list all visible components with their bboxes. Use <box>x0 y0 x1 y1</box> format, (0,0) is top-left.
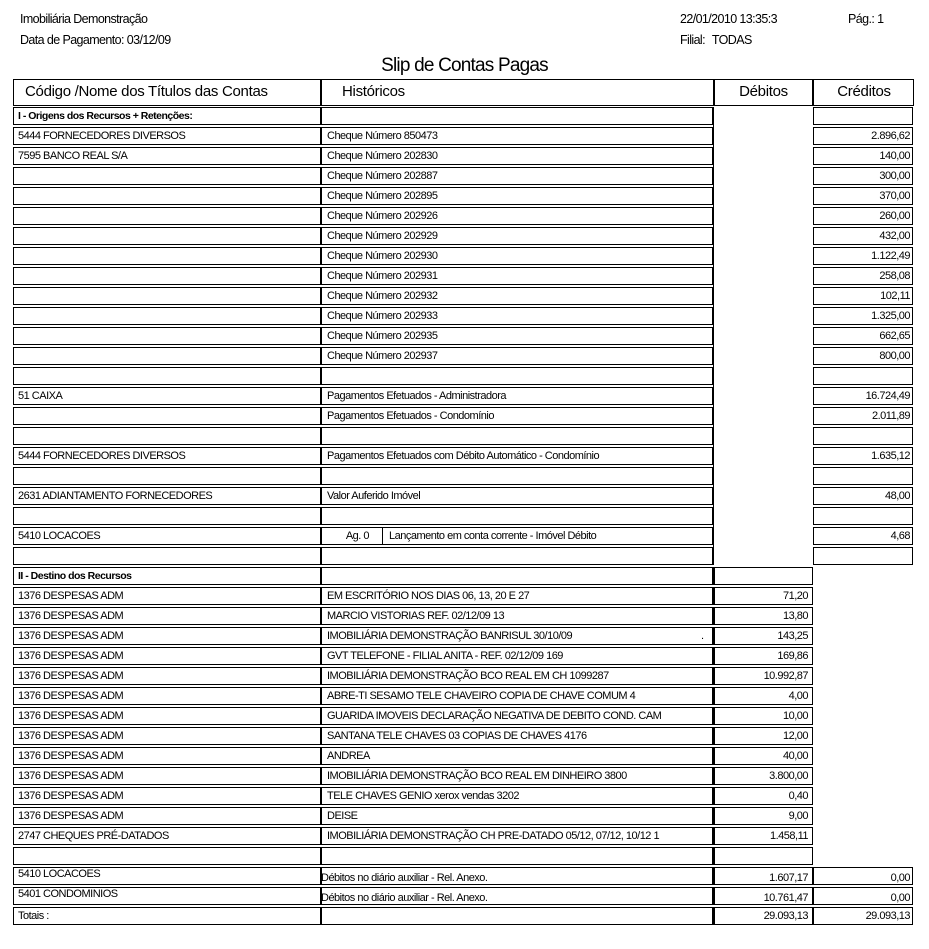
account-name: 5410 LOCACOES <box>18 868 101 880</box>
section-row-credit <box>813 107 913 125</box>
debit-value: 13,80 <box>782 610 808 622</box>
history-text: Cheque Número 850473 <box>327 130 438 142</box>
account-name: 1376 DESPESAS ADM <box>18 770 124 782</box>
history-text: GVT TELEFONE - FILIAL ANITA - REF. 02/12/09 169 <box>327 650 563 662</box>
payment-date-value: 03/12/09 <box>126 33 171 47</box>
credit-value: 1.635,12 <box>871 450 910 462</box>
column-header-credits: Créditos <box>837 83 891 100</box>
account-name <box>13 547 317 565</box>
history-text: ABRE-TI SESAMO TELE CHAVEIRO COPIA DE CHAVE COMUM 4 <box>327 690 636 702</box>
credit-value: 140,00 <box>879 150 910 162</box>
branch-value: TODAS <box>711 33 752 47</box>
account-name <box>13 207 317 225</box>
history-text: IMOBILIÁRIA DEMONSTRAÇÃO BCO REAL EM CH 1099287 <box>327 670 609 682</box>
section-row-history <box>320 567 713 585</box>
history-text <box>322 427 709 445</box>
branch-label: Filial: <box>680 33 705 47</box>
history-text: ANDREA <box>327 750 370 762</box>
account-name <box>13 247 317 265</box>
credit-value: 662,65 <box>879 330 910 342</box>
history-text: Cheque Número 202929 <box>327 230 438 242</box>
payment-date <box>20 33 171 47</box>
credit-value: 48,00 <box>884 490 910 502</box>
account-name <box>13 267 317 285</box>
branch <box>680 33 752 47</box>
history-text <box>322 467 709 485</box>
debit-value: 40,00 <box>782 750 808 762</box>
account-name: 1376 DESPESAS ADM <box>18 710 124 722</box>
section-title-destination: II - Destino dos Recursos <box>18 570 132 582</box>
account-name: 1376 DESPESAS ADM <box>18 810 124 822</box>
history-text: MARCIO VISTORIAS REF. 02/12/09 13 <box>327 610 505 622</box>
history-text: Lançamento em conta corrente - Imóvel Débito <box>389 530 597 542</box>
history-text: Pagamentos Efetuados - Administradora <box>327 390 507 402</box>
debit-value: 169,86 <box>777 650 808 662</box>
section-title-origins: I - Origens dos Recursos + Retenções: <box>18 110 193 122</box>
totals-credit: 29.093,13 <box>865 910 910 922</box>
account-name: 5401 CONDOMINIOS <box>18 888 118 900</box>
history-text: Cheque Número 202930 <box>327 250 438 262</box>
report-timestamp: 22/01/2010 13:35:3 <box>680 12 777 26</box>
history-text: Pagamentos Efetuados - Condomínio <box>327 410 494 422</box>
history-text <box>322 367 709 385</box>
credit-value <box>813 427 912 445</box>
credit-value: 1.122,49 <box>871 250 910 262</box>
history-text: Cheque Número 202887 <box>327 170 438 182</box>
credit-value: 1.325,00 <box>871 310 910 322</box>
account-name: 1376 DESPESAS ADM <box>18 630 124 642</box>
account-name: 1376 DESPESAS ADM <box>18 590 124 602</box>
debit-value: 4,00 <box>788 690 808 702</box>
debit-value: 143,25 <box>777 630 808 642</box>
credit-value: 2.896,62 <box>871 130 910 142</box>
debit-value: 1.607,17 <box>769 872 808 884</box>
debit-value: 0,40 <box>788 790 808 802</box>
page-value: 1 <box>877 12 884 26</box>
history-text: Cheque Número 202926 <box>327 210 438 222</box>
totals-row-history <box>320 907 713 925</box>
account-name <box>13 467 317 485</box>
history-text: Cheque Número 202935 <box>327 330 438 342</box>
account-name: 5444 FORNECEDORES DIVERSOS <box>18 130 186 142</box>
account-name: 2747 CHEQUES PRÉ-DATADOS <box>18 830 169 842</box>
debit-value: 71,20 <box>782 590 808 602</box>
account-name: 1376 DESPESAS ADM <box>18 690 124 702</box>
debit-value <box>713 847 810 865</box>
credit-value: 0,00 <box>890 892 910 904</box>
history-text <box>322 847 709 865</box>
debit-value: 10.992,87 <box>763 670 808 682</box>
credit-value: 260,00 <box>879 210 910 222</box>
credit-value: 300,00 <box>879 170 910 182</box>
credit-value: 4,68 <box>890 530 910 542</box>
section-row-debit <box>713 567 813 585</box>
page-label: Pág.: <box>848 12 875 26</box>
credit-value: 0,00 <box>890 872 910 884</box>
account-name: 1376 DESPESAS ADM <box>18 730 124 742</box>
account-name: 1376 DESPESAS ADM <box>18 750 124 762</box>
history-text: IMOBILIÁRIA DEMONSTRAÇÃO BANRISUL 30/10/09 <box>327 630 573 642</box>
account-name: 7595 BANCO REAL S/A <box>18 150 128 162</box>
credit-value: 258,08 <box>879 270 910 282</box>
history-text: GUARIDA IMOVEIS DECLARAÇÃO NEGATIVA DE DEBITO COND. CAM <box>327 710 662 722</box>
column-header-debits: Débitos <box>739 83 788 100</box>
history-text: Cheque Número 202830 <box>327 150 438 162</box>
history-text: EM ESCRITÓRIO NOS DIAS 06, 13, 20 E 27 <box>327 590 530 602</box>
column-header-account: Código /Nome dos Títulos das Contas <box>25 83 268 100</box>
credit-value <box>813 507 912 525</box>
history-text <box>322 507 709 525</box>
totals-debit: 29.093,13 <box>763 910 808 922</box>
history-text: Valor Auferido Imóvel <box>327 490 421 502</box>
history-text: Cheque Número 202895 <box>327 190 438 202</box>
history-text: Pagamentos Efetuados com Débito Automático - Condomínio <box>327 450 600 462</box>
debit-value: 9,00 <box>788 810 808 822</box>
history-text: IMOBILIÁRIA DEMONSTRAÇÃO BCO REAL EM DINHEIRO 3800 <box>327 770 627 782</box>
account-name <box>13 167 317 185</box>
account-name <box>13 227 317 245</box>
report-title: Slip de Contas Pagas <box>381 55 548 76</box>
history-text: Cheque Número 202933 <box>327 310 438 322</box>
account-name: 5444 FORNECEDORES DIVERSOS <box>18 450 186 462</box>
account-name <box>13 507 317 525</box>
credit-value: 2.011,89 <box>871 410 910 422</box>
history-text <box>322 547 709 565</box>
account-name: 1376 DESPESAS ADM <box>18 610 124 622</box>
agency-label: Ag. 0 <box>345 530 369 542</box>
account-name: 51 CAIXA <box>18 390 63 402</box>
account-name <box>13 427 317 445</box>
account-name <box>13 847 317 865</box>
account-name <box>13 367 317 385</box>
credit-value <box>813 367 912 385</box>
section-row-history <box>320 107 713 125</box>
history-text: Cheque Número 202931 <box>327 270 438 282</box>
totals-label: Totais : <box>18 910 49 922</box>
history-text: TELE CHAVES GENIO xerox vendas 3202 <box>327 790 519 802</box>
account-name <box>13 287 317 305</box>
credit-value <box>813 467 912 485</box>
credit-value: 432,00 <box>879 230 910 242</box>
debit-value: 1.458,11 <box>769 830 808 842</box>
account-name: 1376 DESPESAS ADM <box>18 670 124 682</box>
company-name: Imobiliária Demonstração <box>20 12 148 26</box>
debit-value: 10,00 <box>782 710 808 722</box>
account-name <box>13 187 317 205</box>
debit-value: 12,00 <box>782 730 808 742</box>
history-text: Débitos no diário auxiliar - Rel. Anexo. <box>321 892 488 904</box>
account-name: 1376 DESPESAS ADM <box>18 790 124 802</box>
credit-value: 370,00 <box>879 190 910 202</box>
account-name <box>13 307 317 325</box>
history-text: SANTANA TELE CHAVES 03 COPIAS DE CHAVES 4176 <box>327 730 587 742</box>
credit-value: 16.724,49 <box>865 390 910 402</box>
account-name: 2631 ADIANTAMENTO FORNECEDORES <box>18 490 213 502</box>
column-header-history: Históricos <box>342 83 405 100</box>
credit-value: 800,00 <box>879 350 910 362</box>
debit-value: 3.800,00 <box>769 770 808 782</box>
credit-value <box>813 547 912 565</box>
history-text: Débitos no diário auxiliar - Rel. Anexo. <box>321 872 488 884</box>
history-text: DEISE <box>327 810 358 822</box>
account-name <box>13 407 317 425</box>
account-name <box>13 327 317 345</box>
history-text: IMOBILIÁRIA DEMONSTRAÇÃO CH PRE-DATADO 05/12, 07/12, 10/12 1 <box>327 830 660 842</box>
history-text: Cheque Número 202932 <box>327 290 438 302</box>
account-name: 1376 DESPESAS ADM <box>18 650 124 662</box>
account-name <box>13 347 317 365</box>
page-number <box>848 12 883 26</box>
payment-date-label: Data de Pagamento: <box>20 33 124 47</box>
history-suffix: . <box>701 630 704 642</box>
debit-value: 10.761,47 <box>763 892 808 904</box>
account-name: 5410 LOCACOES <box>18 530 101 542</box>
history-text: Cheque Número 202937 <box>327 350 438 362</box>
credit-value: 102,11 <box>880 290 910 302</box>
